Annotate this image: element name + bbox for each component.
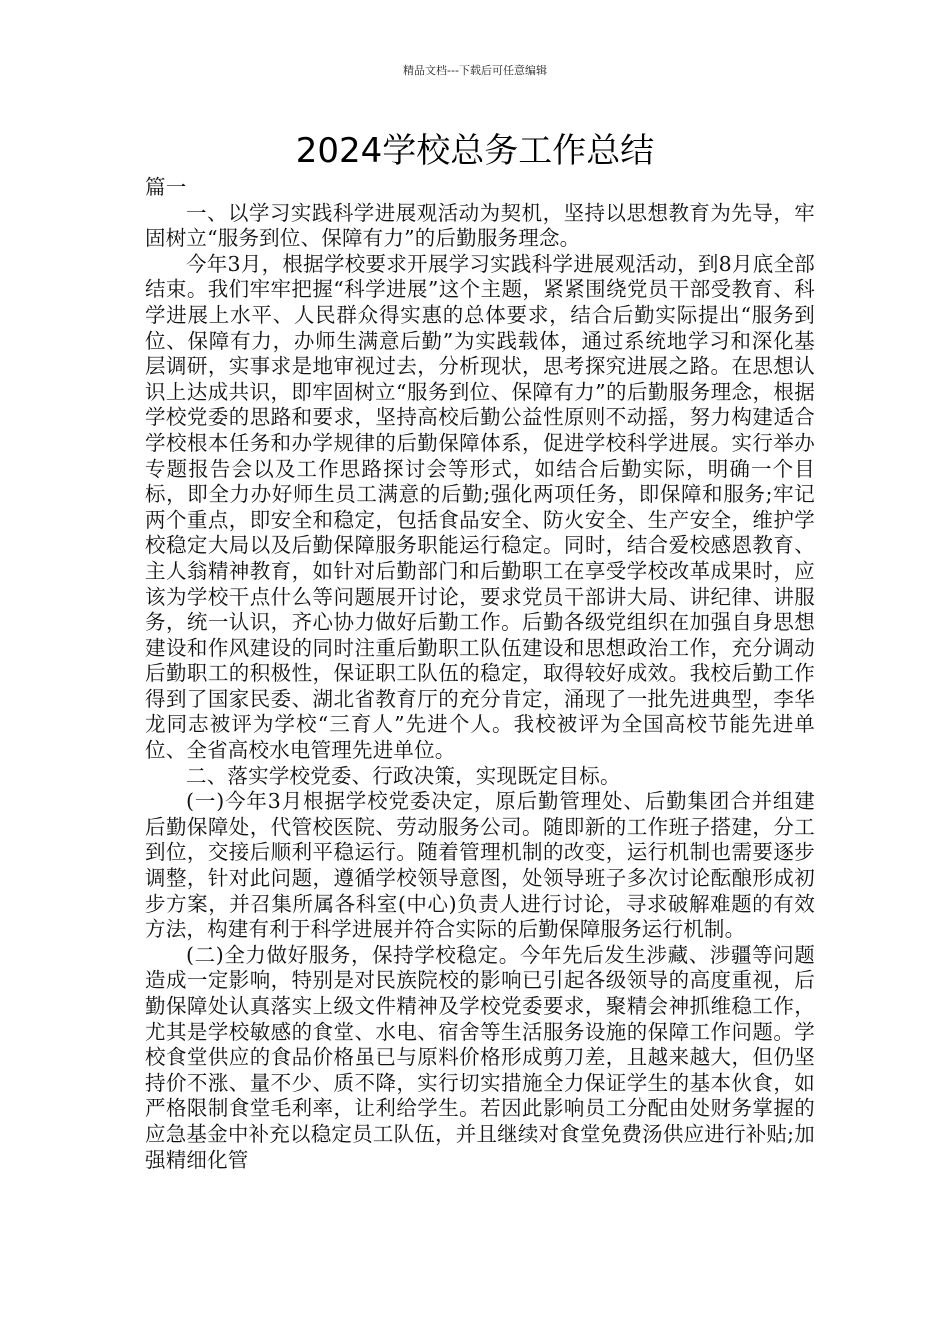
document-title: 2024学校总务工作总结 [295, 131, 655, 171]
running-header: 精品文档---下载后可任意编辑 [403, 64, 547, 77]
paragraph: 今年3月，根据学校要求开展学习实践科学进展观活动，到8月底全部结束。我们牢牢把握“科学进展”这个主题，紧紧围绕党员干部受教育、科学进展上水平、人民群众得实惠的总体要求，结合后勤实际提出“服务到位、保障有力，办师生满意后勤”为实践载体，通过系统地学习和深化基层调研，实事求是地审视过去，分析现状，思考探究进展之路。在思想认识上达成共识，即牢固树立“服务到位、保障有力”的后勤服务理念，根据学校党委的思路和要求，坚持高校后勤公益性原则不动摇，努力构建适合学校根本任务和办学规律的后勤保障体系，促进学校科学进展。实行举办专题报告会以及工作思路探讨会等形式，如结合后勤实际，明确一个目标，即全力办好师生员工满意的后勤;强化两项任务，即保障和服务;牢记两个重点，即安全和稳定，包括食品安全、防火安全、生产安全，维护学校稳定大局以及后勤保障服务职能运行稳定。同时，结合爱校感恩教育、主人翁精神教育，如针对后勤部门和后勤职工在享受学校改革成果时，应该为学校干点什么等问题展开讨论，要求党员干部讲大局、讲纪律、讲服务，统一认识，齐心协力做好后勤工作。后勤各级党组织在加强自身思想建设和作风建设的同时注重后勤职工队伍建设和思想政治工作，充分调动后勤职工的积极性，保证职工队伍的稳定，取得较好成效。我校后勤工作得到了国家民委、湖北省教育厅的充分肯定，涌现了一批先进典型，李华龙同志被评为学校“三育人”先进个人。我校被评为全国高校节能先进单位、全省高校水电管理先进单位。 [145, 251, 815, 763]
paragraph-section-label: 篇一 [145, 175, 187, 199]
paragraph: 二、落实学校党委、行政决策，实现既定目标。 [186, 763, 621, 788]
paragraph: 一、以学习实践科学进展观活动为契机，坚持以思想教育为先导，牢固树立“服务到位、保障有力”的后勤服务理念。 [145, 200, 815, 251]
paragraph: (一)今年3月根据学校党委决定，原后勤管理处、后勤集团合并组建后勤保障处，代管校医院、劳动服务公司。随即新的工作班子搭建，分工到位，交接后顺利平稳运行。随着管理机制的改变，运行机制也需要逐步调整，针对此问题，遵循学校领导意图，处领导班子多次讨论酝酿形成初步方案，并召集所属各科室(中心)负责人进行讨论，寻求破解难题的有效方法，构建有利于科学进展并符合实际的后勤保障服务运行机制。 [145, 789, 815, 942]
document-body [145, 175, 815, 1173]
paragraph: (二)全力做好服务，保持学校稳定。今年先后发生涉藏、涉疆等问题造成一定影响，特别是对民族院校的影响已引起各级领导的高度重视，后勤保障处认真落实上级文件精神及学校党委要求，聚精会神抓维稳工作，尤其是学校敏感的食堂、水电、宿舍等生活服务设施的保障工作问题。学校食堂供应的食品价格虽已与原料价格形成剪刀差，且越来越大，但仍坚持价不涨、量不少、质不降，实行切实措施全力保证学生的基本伙食，如严格限制食堂毛利率，让利给学生。若因此影响员工分配由处财务掌握的应急基金中补充以稳定员工队伍，并且继续对食堂免费汤供应进行补贴;加强精细化管 [145, 942, 815, 1172]
